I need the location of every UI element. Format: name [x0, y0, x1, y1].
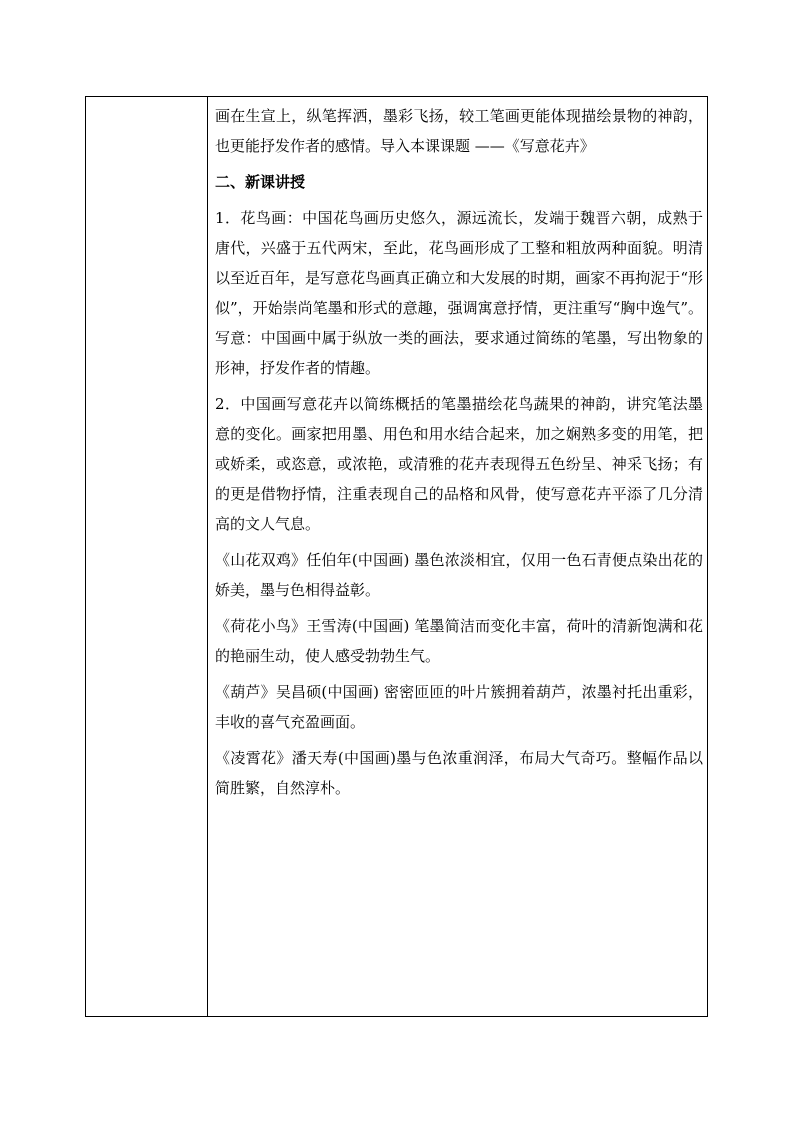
paragraph-xieyi-flowers: 2．中国画写意花卉以简练概括的笔墨描绘花鸟蔬果的神韵，讲究笔法墨意的变化。画家把用墨、用色和用水结合起来，加之娴熟多变的用笔，把或娇柔，或恣意，或浓艳，或清雅的花卉表现得五色纷呈、神采飞扬；有的更是借物抒情，注重表现自己的品格和风骨，使写意花卉平添了几分清高的文人气息。: [215, 395, 703, 533]
intro-paragraph: 画在生宣上，纵笔挥洒，墨彩飞扬，较工笔画更能体现描绘景物的神韵，也更能抒发作者的感情。导入本课课题 ——《写意花卉》: [215, 107, 703, 155]
artwork-hehua-xiaoniao: 《荷花小鸟》王雪涛(中国画) 笔墨简洁而变化丰富，荷叶的清新饱满和花的艳丽生动，使人感受勃勃生气。: [215, 617, 703, 665]
artwork-shanhua-shuangji: 《山花双鸡》任伯年(中国画) 墨色浓淡相宜，仅用一色石青便点染出花的娇美，墨与色相得益彰。: [215, 551, 703, 599]
lesson-content-cell: [215, 101, 703, 809]
paragraph-flower-bird: 1．花鸟画：中国花鸟画历史悠久，源远流长，发端于魏晋六朝，成熟于唐代，兴盛于五代两宋，至此，花鸟画形成了工整和粗放两种面貌。明清以至近百年，是写意花鸟画真正确立和大发展的时期，画家不再拘泥于“形似”，开始崇尚笔墨和形式的意趣，强调寓意抒情，更注重写“胸中逸气”。写意：中国画中属于纵放一类的画法，要求通过简练的笔墨，写出物象的形神，抒发作者的情趣。: [215, 209, 704, 377]
artwork-lingxiaohua: 《凌霄花》潘天寿(中国画)墨与色浓重润泽，布局大气奇巧。整幅作品以简胜繁，自然淳朴。: [215, 749, 703, 797]
table-column-divider: [207, 96, 208, 1017]
artwork-hulu: 《葫芦》吴昌硕(中国画) 密密匝匝的叶片簇拥着葫芦，浓墨衬托出重彩，丰收的喜气充盈画面。: [215, 683, 703, 731]
section-heading: 二、新课讲授: [215, 173, 306, 191]
